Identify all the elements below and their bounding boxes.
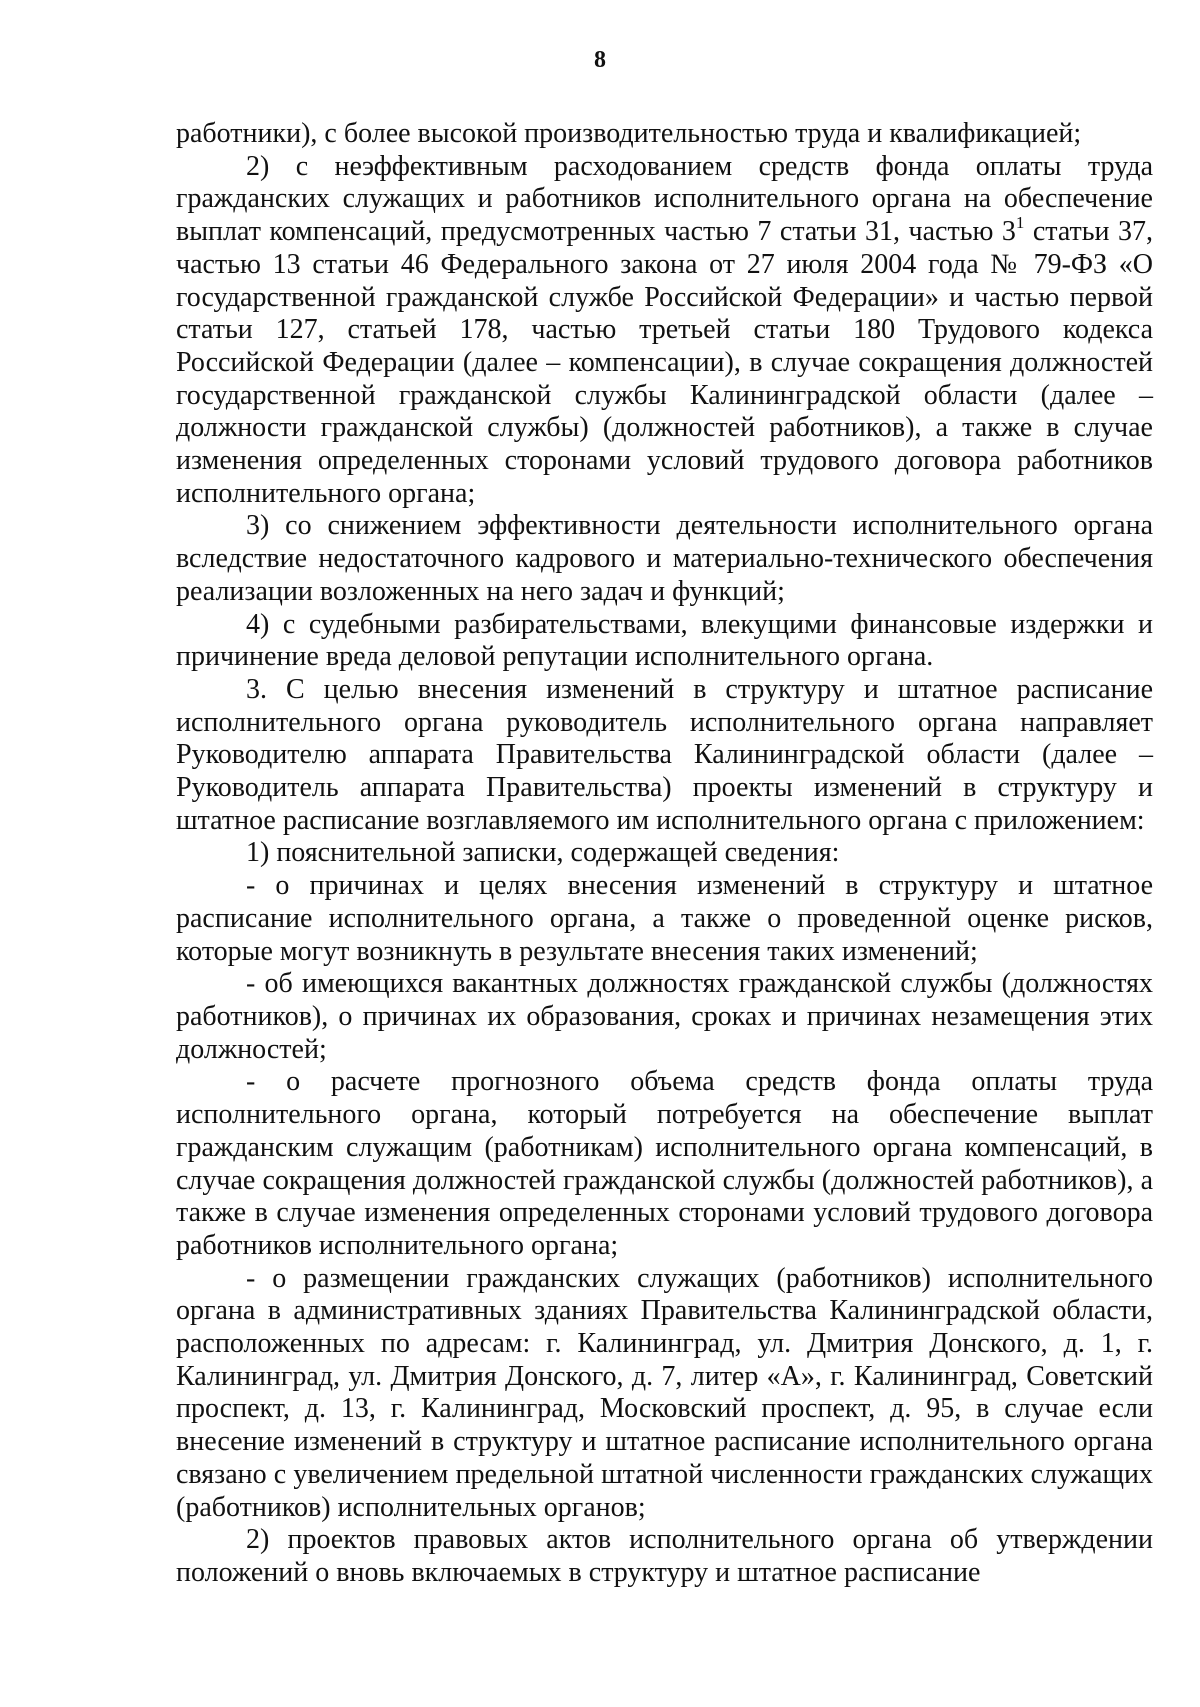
superscript-1: 1 [1015, 213, 1025, 233]
paragraph-text: 1) пояснительной записки, содержащей сведения: [246, 837, 840, 869]
paragraph-text: 2) проектов правовых актов исполнительного органа об утверждении положений о вновь включаемых в структуру и штатное расписание [176, 1524, 1153, 1588]
paragraph-item-4 [176, 609, 1153, 674]
paragraph-text: - о размещении гражданских служащих (работников) исполнительного органа в административных зданиях Правительства Калининградской области, расположенных по адресам: г. Калининград, ул. Дмитрия Донского, д. 1, г. Калининград, ул. Дмитрия Донского, д. 7, литер «А», г. Калининград, Советский проспект, д. 13, г. Калининград, Московский проспект, д. 95, в случае если внесение изменений в структуру и штатное расписание исполнительного органа связано с увеличением предельной штатной численности гражданских служащих (работников) исполнительных органов; [176, 1262, 1153, 1523]
paragraph-section-3 [176, 674, 1153, 838]
paragraph-bullet-vacancies [176, 968, 1153, 1066]
paragraph-item-3 [176, 510, 1153, 608]
paragraph-text: работники), с более высокой производительностью труда и квалификацией; [176, 118, 1082, 149]
paragraph-bullet-payroll [176, 1066, 1153, 1262]
paragraph-text: 2) с неэффективным расходованием средств фонда оплаты труда гражданских служащих и работников исполнительного органа на обеспечение выплат компенсаций, предусмотренных частью 7 статьи 31, частью 3 [176, 150, 1153, 248]
paragraph-continuation [176, 118, 1153, 151]
paragraph-bullet-placement [176, 1263, 1153, 1525]
document-body [176, 118, 1153, 1590]
paragraph-attachment-2 [176, 1524, 1153, 1589]
paragraph-text: 3) со снижением эффективности деятельности исполнительного органа вследствие недостаточного кадрового и материально-технического обеспечения реализации возложенных на него задач и функций; [176, 510, 1153, 607]
paragraph-text: - об имеющихся вакантных должностях гражданской службы (должностях работников), о причинах их образования, сроках и причинах незамещения этих должностей; [176, 968, 1153, 1065]
paragraph-text: 4) с судебными разбирательствами, влекущими финансовые издержки и причинение вреда деловой репутации исполнительного органа. [176, 608, 1153, 673]
paragraph-item-2 [176, 151, 1153, 511]
paragraph-attachment-1 [176, 837, 1153, 870]
paragraph-text-cont: статьи 37, частью 13 статьи 46 Федерального закона от 27 июля 2004 года № 79-ФЗ «О государственной гражданской службе Российской Федерации» и частью первой статьи 127, статьей 178, частью третьей статьи 180 Трудового кодекса Российской Федерации (далее – компенсации), в случае сокращения должностей государственной гражданской службы Калининградской области (далее – должности гражданской службы) (должностей работников), а также в случае изменения определенных сторонами условий трудового договора работников исполнительного органа; [176, 216, 1153, 509]
page-number: 8 [594, 47, 606, 73]
paragraph-text: 3. С целью внесения изменений в структуру и штатное расписание исполнительного органа руководитель исполнительного органа направляет Руководителю аппарата Правительства Калининградской области (далее – Руководитель аппарата Правительства) проекты изменений в структуру и штатное расписание возглавляемого им исполнительного органа с приложением: [176, 673, 1153, 836]
paragraph-text: - о расчете прогнозного объема средств фонда оплаты труда исполнительного органа, который потребуется на обеспечение выплат гражданским служащим (работникам) исполнительного органа компенсаций, в случае сокращения должностей гражданской службы (должностей работников), а также в случае изменения определенных сторонами условий трудового договора работников исполнительного органа; [176, 1066, 1153, 1261]
paragraph-text: - о причинах и целях внесения изменений в структуру и штатное расписание исполнительного органа, а также о проведенной оценке рисков, которые могут возникнуть в результате внесения таких изменений; [176, 870, 1153, 967]
paragraph-bullet-reasons [176, 870, 1153, 968]
